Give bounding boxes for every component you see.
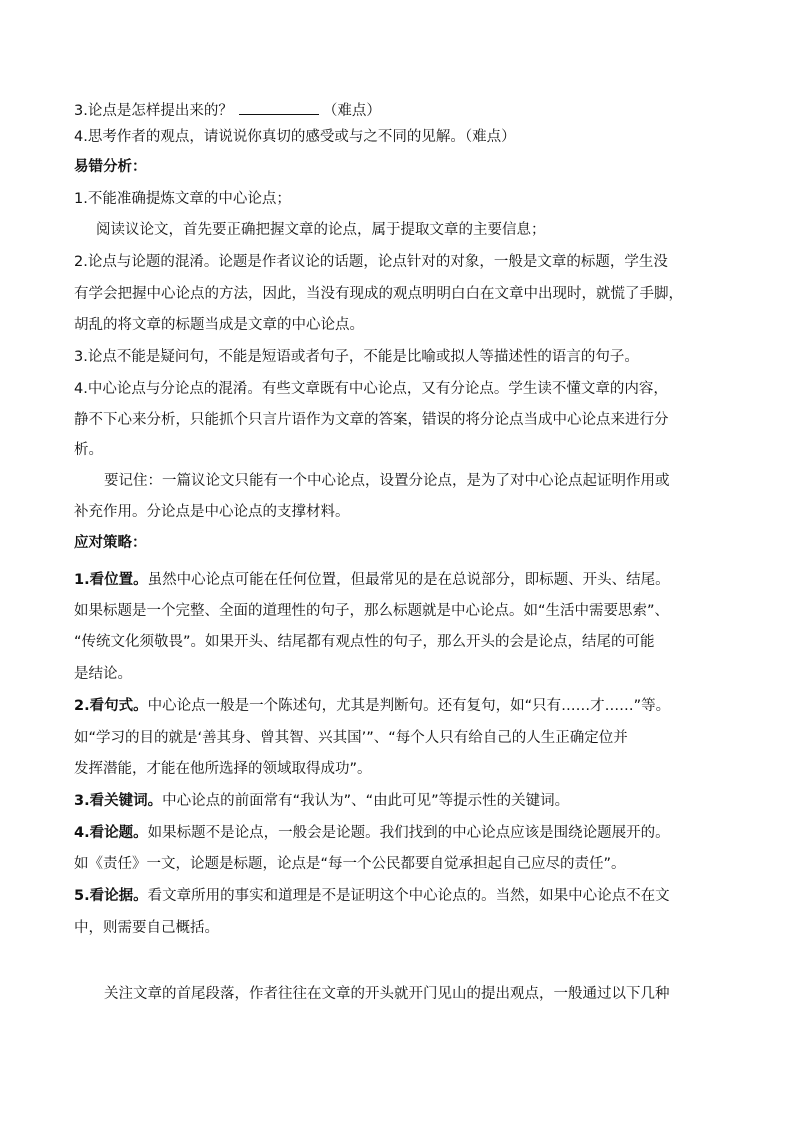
strategy-3-text: 中心论点的前面常有“我认为”、“由此可见”等提示性的关键词。 [162, 793, 570, 809]
strategy-1-line: 如果标题是一个完整、全面的道理性的句子，那么标题就是中心论点。如“生活中需要思索”、 [74, 603, 670, 619]
strategy-2-line: 如“学习的目的就是‘善其身、曾其智、兴其国’”、“每个人只有给自己的人生正确定位并 [74, 730, 628, 746]
strategy-1 [74, 570, 670, 590]
answer-blank[interactable] [239, 100, 319, 115]
error-line: 阅读议论文，首先要正确把握文章的论点，属于提取文章的主要信息； [96, 222, 546, 238]
error-line: 析。 [74, 442, 103, 458]
strategy-5 [74, 886, 670, 906]
strategy-heading: 应对策略： [74, 535, 147, 551]
question-3-text: 3.论点是怎样提出来的？ [74, 103, 233, 119]
strategy-4-text: 如果标题不是论点，一般会是论题。我们找到的中心论点应该是围绕论题展开的。 [147, 825, 670, 841]
question-3 [74, 100, 381, 121]
question-3-difficulty: （难点） [322, 103, 381, 119]
strategy-5-title: 5.看论据。 [74, 888, 148, 904]
strategy-2 [74, 696, 670, 716]
strategy-1-title: 1.看位置。 [74, 572, 148, 588]
strategy-1-line: 是结论。 [74, 666, 132, 682]
strategy-2-text: 中心论点一般是一个陈述句，尤其是判断句。还有复句，如“只有……才……”等。 [147, 698, 671, 714]
error-line: 补充作用。分论点是中心论点的支撑材料。 [74, 504, 350, 520]
error-line: 2.论点与论题的混淆。论题是作者议论的话题，论点针对的对象，一般是文章的标题，学生没 [74, 254, 668, 270]
error-line: 4.中心论点与分论点的混淆。有些文章既有中心论点，又有分论点。学生读不懂文章的内容， [74, 381, 668, 397]
strategy-3 [74, 791, 569, 811]
strategy-1-text: 虽然中心论点可能在任何位置，但最常见的是在总说部分，即标题、开头、结尾。 [147, 572, 670, 588]
error-line: 胡乱的将文章的标题当成是文章的中心论点。 [74, 317, 364, 333]
strategy-4 [74, 823, 670, 843]
strategy-4-line: 如《责任》一文，论题是标题，论点是“每一个公民都要自觉承担起自己应尽的责任”。 [74, 856, 626, 872]
strategy-4-title: 4.看论题。 [74, 825, 148, 841]
error-analysis-heading: 易错分析： [74, 159, 147, 175]
error-line: 静不下心来分析，只能抓个只言片语作为文章的答案，错误的将分论点当成中心论点来进行分 [74, 412, 669, 428]
question-4: 4.思考作者的观点，请说说你真切的感受或与之不同的见解。（难点） [74, 129, 516, 145]
strategy-5-text: 看文章所用的事实和道理是不是证明这个中心论点的。当然，如果中心论点不在文 [147, 888, 670, 904]
closing-paragraph: 关注文章的首尾段落，作者往往在文章的开头就开门见山的提出观点，一般通过以下几种 [104, 986, 670, 1002]
strategy-5-line: 中，则需要自己概括。 [74, 920, 219, 936]
strategy-3-title: 3.看关键词。 [74, 793, 163, 809]
error-line: 3.论点不能是疑问句，不能是短语或者句子，不能是比喻或拟人等描述性的语言的句子。 [74, 349, 639, 365]
error-line: 要记住：一篇议论文只能有一个中心论点，设置分论点，是为了对中心论点起证明作用或 [104, 473, 670, 489]
strategy-1-line: “传统文化须敬畏”。如果开头、结尾都有观点性的句子，那么开头的会是论点，结尾的可能 [74, 634, 655, 650]
strategy-2-line: 发挥潜能，才能在他所选择的领域取得成功”。 [74, 761, 372, 777]
error-line: 有学会把握中心论点的方法，因此，当没有现成的观点明明白白在文章中出现时，就慌了手脚， [74, 286, 683, 302]
strategy-2-title: 2.看句式。 [74, 698, 148, 714]
error-line: 1.不能准确提炼文章的中心论点； [74, 191, 291, 207]
